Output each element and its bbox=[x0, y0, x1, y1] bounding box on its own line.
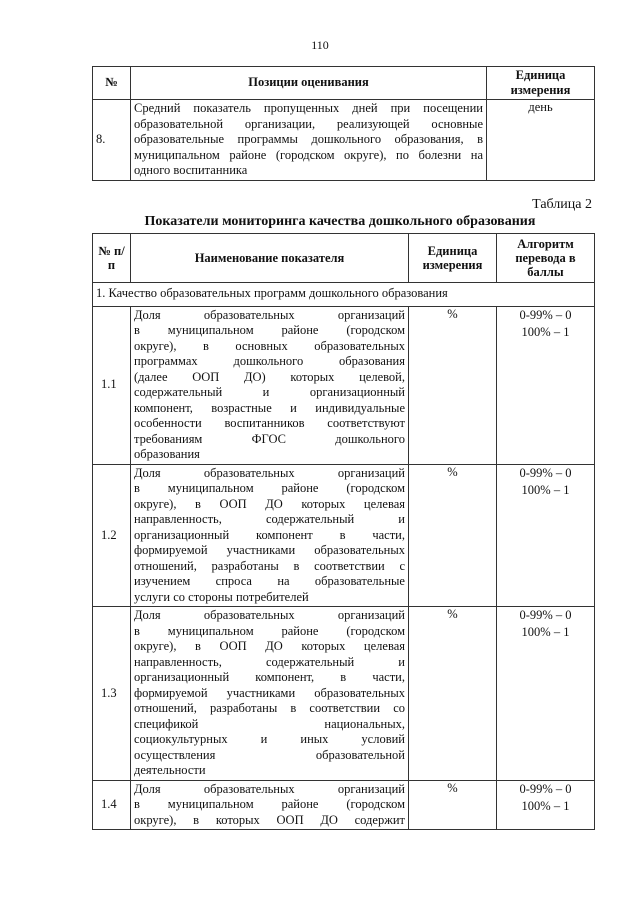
desc-line: в муниципальном районе (городском bbox=[134, 481, 405, 495]
row-unit: % bbox=[409, 607, 497, 781]
table-label: Таблица 2 bbox=[532, 197, 592, 212]
desc-line: одного воспитанника bbox=[134, 163, 248, 177]
algorithm-line: 100% – 1 bbox=[521, 625, 570, 639]
desc-line: услуги со стороны потребителей bbox=[134, 589, 309, 604]
row-algorithm bbox=[497, 780, 595, 830]
col-header-position: Позиции оценивания bbox=[131, 67, 487, 100]
col-header-unit: Единица измерения bbox=[487, 67, 595, 100]
desc-line: Доля образовательных организаций bbox=[134, 307, 405, 322]
table-header-row bbox=[93, 67, 595, 100]
row-description bbox=[131, 780, 409, 830]
row-unit: % bbox=[409, 464, 497, 607]
col-header-unit: Единица измерения bbox=[409, 234, 497, 283]
desc-line: муниципальном районе (городском округе), по болезни на bbox=[134, 147, 483, 162]
desc-line: деятельности bbox=[134, 763, 206, 777]
algorithm-line: 0-99% – 0 bbox=[519, 608, 572, 622]
algorithm-line: 100% – 1 bbox=[521, 324, 570, 339]
table-header-row bbox=[93, 234, 595, 283]
desc-line: осуществления образовательной bbox=[134, 747, 405, 762]
section-row bbox=[93, 283, 595, 307]
desc-line: отношений, разработаны в соответствии с bbox=[134, 558, 405, 573]
row-number: 1.4 bbox=[93, 780, 131, 830]
col-header-num: № bbox=[93, 67, 131, 100]
algorithm-line: 0-99% – 0 bbox=[519, 465, 572, 480]
algorithm-line: 0-99% – 0 bbox=[519, 781, 572, 796]
desc-line: изучением спроса на образовательные bbox=[134, 574, 405, 588]
row-description bbox=[131, 607, 409, 781]
row-number: 1.3 bbox=[93, 607, 131, 781]
desc-line: формируемой участниками образовательных bbox=[134, 685, 405, 700]
page-number: 110 bbox=[311, 38, 329, 52]
row-unit: % bbox=[409, 306, 497, 464]
desc-line: (далее ООП ДО) которых целевой, bbox=[134, 369, 405, 384]
desc-line: в муниципальном районе (городском bbox=[134, 623, 405, 638]
desc-line: программах дошкольного образования bbox=[134, 354, 405, 368]
row-unit: день bbox=[487, 100, 595, 181]
col-header-algorithm: Алгоритм перевода в баллы bbox=[497, 234, 595, 283]
monitoring-indicators-table bbox=[92, 233, 595, 830]
desc-line: компонент, возрастные и индивидуальные bbox=[134, 400, 405, 415]
desc-line: социокультурных и иных условий bbox=[134, 732, 405, 746]
col-header-num: № п/п bbox=[93, 234, 131, 283]
row-description bbox=[131, 306, 409, 464]
evaluation-positions-table bbox=[92, 66, 595, 181]
col-header-name: Наименование показателя bbox=[131, 234, 409, 283]
desc-line: спецификой национальных, bbox=[134, 716, 405, 731]
desc-line: Доля образовательных организаций bbox=[134, 465, 405, 480]
desc-line: округе), в ООП ДО которых целевая bbox=[134, 496, 405, 511]
desc-line: образовательной организации, реализующей основные bbox=[134, 116, 483, 131]
desc-line: формируемой участниками образовательных bbox=[134, 543, 405, 557]
desc-line: Доля образовательных организаций bbox=[134, 608, 405, 622]
row-unit: % bbox=[409, 780, 497, 830]
desc-line: организационный компонент в части, bbox=[134, 527, 405, 542]
desc-line: округе), в основных образовательных bbox=[134, 338, 405, 353]
table-title: Показатели мониторинга качества дошкольного образования bbox=[144, 214, 536, 229]
desc-line: особенности воспитанников соответствуют bbox=[134, 416, 405, 430]
desc-line: содержательный и организационный bbox=[134, 385, 405, 399]
table-row bbox=[93, 306, 595, 464]
desc-line: округе), в ООП ДО которых целевая bbox=[134, 639, 405, 653]
desc-line: направленность, содержательный и bbox=[134, 654, 405, 669]
desc-line: отношений, разработаны в соответствии со bbox=[134, 701, 405, 715]
desc-line: требованиям ФГОС дошкольного bbox=[134, 431, 405, 446]
desc-line: организационный компонент, в части, bbox=[134, 670, 405, 684]
row-description bbox=[131, 464, 409, 607]
desc-line: образования bbox=[134, 447, 200, 461]
desc-line: Доля образовательных организаций bbox=[134, 781, 405, 796]
table-row bbox=[93, 464, 595, 607]
desc-line: Средний показатель пропущенных дней при посещении bbox=[134, 101, 483, 115]
section-title: 1. Качество образовательных программ дошкольного образования bbox=[93, 283, 595, 307]
desc-line: образовательные программы дошкольного образования, в bbox=[134, 132, 483, 146]
desc-line: в муниципальном районе (городском bbox=[134, 323, 405, 337]
algorithm-line: 100% – 1 bbox=[521, 798, 570, 813]
row-algorithm bbox=[497, 464, 595, 607]
algorithm-line: 0-99% – 0 bbox=[519, 307, 572, 322]
table-row bbox=[93, 607, 595, 781]
row-description bbox=[131, 100, 487, 181]
algorithm-line: 100% – 1 bbox=[521, 482, 570, 497]
table-row bbox=[93, 100, 595, 181]
row-number: 1.2 bbox=[93, 464, 131, 607]
desc-line: направленность, содержательный и bbox=[134, 512, 405, 526]
row-algorithm bbox=[497, 306, 595, 464]
desc-line: округе), в которых ООП ДО содержит bbox=[134, 812, 405, 827]
row-number: 8. bbox=[93, 100, 131, 181]
desc-line: в муниципальном районе (городском bbox=[134, 797, 405, 811]
row-number: 1.1 bbox=[93, 306, 131, 464]
row-algorithm bbox=[497, 607, 595, 781]
table-row bbox=[93, 780, 595, 830]
